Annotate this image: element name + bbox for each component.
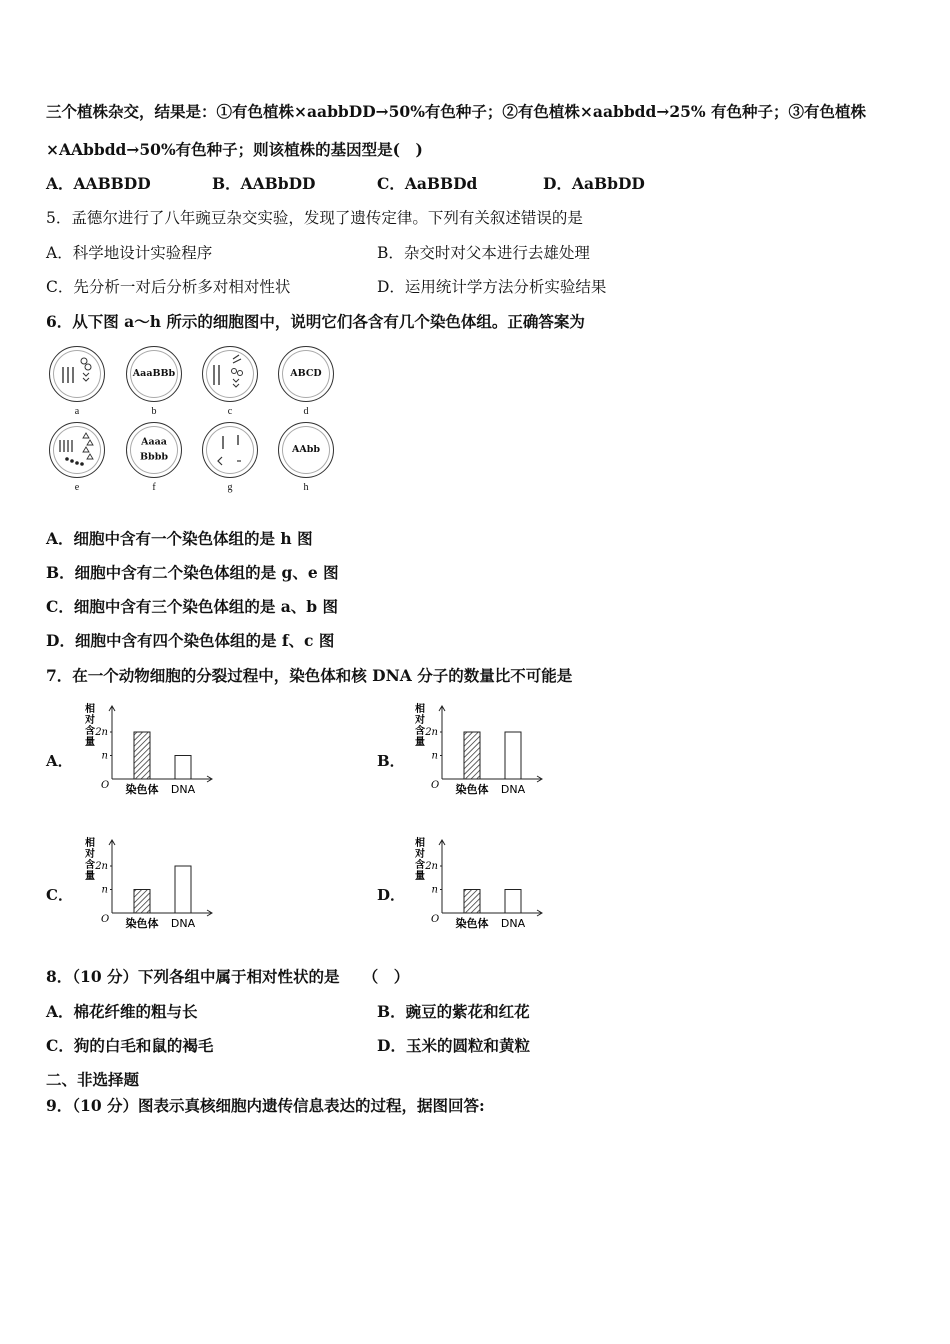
cell-f-genotype-line1: Aaaa [141,436,167,448]
tick-n-label: n [101,750,108,762]
q7-bar-chart-d [408,834,548,934]
dna-bar [505,732,521,779]
y-axis-label-char: 对 [85,849,95,860]
chromosome-category-label: 染色体 [455,783,489,796]
q9-stem: 9．（10 分）图表示真核细胞内遗传信息表达的过程，据图回答: [46,1096,485,1115]
cell-b-circle [126,346,182,402]
y-axis-label-char: 量 [85,871,95,882]
chromosome-icon [50,423,104,477]
q5-option-a[interactable]: A．科学地设计实验程序 [46,244,213,262]
y-axis-label-char: 量 [415,737,425,748]
cell-a-label: a [74,406,80,417]
x-axis [112,776,212,782]
cell-e [46,422,108,493]
q7-bar-chart-c [78,834,218,934]
dna-category-label: DNA [500,783,526,796]
q5-option-b[interactable]: B．杂交时对父本进行去雄处理 [377,244,590,262]
y-axis-label-char: 对 [415,715,425,726]
y-axis-label-char: 含 [415,726,425,737]
chromosome-category-label: 染色体 [455,917,489,930]
dna-category-label: DNA [170,783,196,796]
y-axis-label-char: 量 [85,737,95,748]
q8-option-c[interactable]: C．狗的白毛和鼠的褐毛 [46,1036,214,1055]
q5-option-d[interactable]: D．运用统计学方法分析实验结果 [377,278,607,296]
x-axis [442,910,542,916]
cell-g-label: g [227,482,233,493]
q4-option-b[interactable]: B．AABbDD [212,174,316,193]
cell-a-circle [49,346,105,402]
x-axis [112,910,212,916]
q6-option-c[interactable]: C．细胞中含有三个染色体组的是 a、b 图 [46,597,339,616]
section-heading: 二、非选择题 [46,1070,140,1089]
dna-bar [175,756,191,780]
cell-d [275,346,337,417]
y-axis [109,706,115,779]
tick-n-label: n [101,884,108,896]
q4-stem-line2: ×AAbbdd→50%有色种子；则该植株的基因型是( ) [46,140,423,159]
q7-option-d[interactable]: D． [377,886,406,904]
cell-f [123,422,185,493]
y-axis-label-char: 含 [415,860,425,871]
dna-category-label: DNA [170,917,196,930]
cell-d-circle [278,346,334,402]
cell-e-circle [49,422,105,478]
q6-stem: 6．从下图 a～h 所示的细胞图中，说明它们各含有几个染色体组。正确答案为 [46,312,585,331]
q4-option-c[interactable]: C．AaBBDd [377,174,478,193]
cell-h-genotype: AAbb [291,444,321,455]
chromosome-bar [464,890,480,914]
dna-category-label: DNA [500,917,526,930]
chromosome-category-label: 染色体 [125,783,159,796]
cell-c-label: c [227,406,233,417]
tick-2n-label: 2n [95,727,108,738]
chromosome-bar [134,732,150,779]
q8-stem: 8．（10 分）下列各组中属于相对性状的是 （ ） [46,967,410,986]
origin-label: O [101,780,110,791]
y-axis [109,840,115,913]
cell-d-genotype: ABCD [290,368,322,379]
cell-b-label: b [151,406,157,417]
cell-b [123,346,185,417]
q7-option-c[interactable]: C． [46,886,73,904]
cell-f-genotype-line2: Bbbb [140,451,168,463]
cell-g [199,422,261,493]
q7-option-a[interactable]: A． [46,752,73,770]
q6-option-d[interactable]: D．细胞中含有四个染色体组的是 f、c 图 [46,631,335,650]
chromosome-icon [203,347,257,401]
x-axis [442,776,542,782]
origin-label: O [101,914,110,925]
q8-option-a[interactable]: A．棉花纤维的粗与长 [46,1002,198,1021]
chromosome-bar [464,732,480,779]
y-axis-label-char: 相 [85,838,95,849]
q5-stem: 5．孟德尔进行了八年豌豆杂交实验，发现了遗传定律。下列有关叙述错误的是 [46,209,583,227]
q8-option-b[interactable]: B．豌豆的紫花和红花 [377,1002,530,1021]
tick-2n-label: 2n [95,861,108,872]
dna-bar [505,890,521,914]
cell-f-circle [126,422,182,478]
q7-option-b[interactable]: B． [377,752,405,770]
origin-label: O [431,780,440,791]
cell-f-genotype [127,437,181,464]
y-axis [439,840,445,913]
q7-bar-chart-b [408,700,548,800]
cell-h [275,422,337,493]
y-axis-label-char: 相 [415,838,425,849]
q8-option-d[interactable]: D．玉米的圆粒和黄粒 [377,1036,530,1055]
y-axis-label-char: 相 [85,704,95,715]
q7-stem: 7．在一个动物细胞的分裂过程中，染色体和核 DNA 分子的数量比不可能是 [46,666,573,685]
y-axis [439,706,445,779]
q5-option-c[interactable]: C．先分析一对后分析多对相对性状 [46,278,291,296]
q4-option-a[interactable]: A．AABBDD [46,174,151,193]
q4-stem-line1: 三个植株杂交，结果是：①有色植株×aabbDD→50%有色种子；②有色植株×aabbdd→25% 有色种子；③有色植株 [46,102,867,121]
cell-a [46,346,108,417]
y-axis-label-char: 相 [415,704,425,715]
chromosome-icon [50,347,104,401]
tick-n-label: n [431,750,438,762]
q6-option-b[interactable]: B．细胞中含有二个染色体组的是 g、e 图 [46,563,339,582]
cell-e-label: e [74,482,80,493]
chromosome-category-label: 染色体 [125,917,159,930]
q7-bar-chart-a [78,700,218,800]
cell-h-circle [278,422,334,478]
cell-c-circle [202,346,258,402]
y-axis-label-char: 对 [85,715,95,726]
cell-g-circle [202,422,258,478]
tick-2n-label: 2n [425,861,438,872]
chromosome-bar [134,890,150,914]
y-axis-label-char: 量 [415,871,425,882]
y-axis-label-char: 含 [85,726,95,737]
y-axis-label-char: 对 [415,849,425,860]
dna-bar [175,866,191,913]
origin-label: O [431,914,440,925]
cell-b-genotype: AaaBBb [132,368,176,379]
chromosome-icon [203,423,257,477]
y-axis-label-char: 含 [85,860,95,871]
q4-option-d[interactable]: D．AaBbDD [543,174,645,193]
cell-d-label: d [303,406,309,417]
tick-n-label: n [431,884,438,896]
cell-f-label: f [152,482,156,493]
tick-2n-label: 2n [425,727,438,738]
cell-c [199,346,261,417]
cell-h-label: h [303,482,309,493]
q6-option-a[interactable]: A．细胞中含有一个染色体组的是 h 图 [46,529,313,548]
